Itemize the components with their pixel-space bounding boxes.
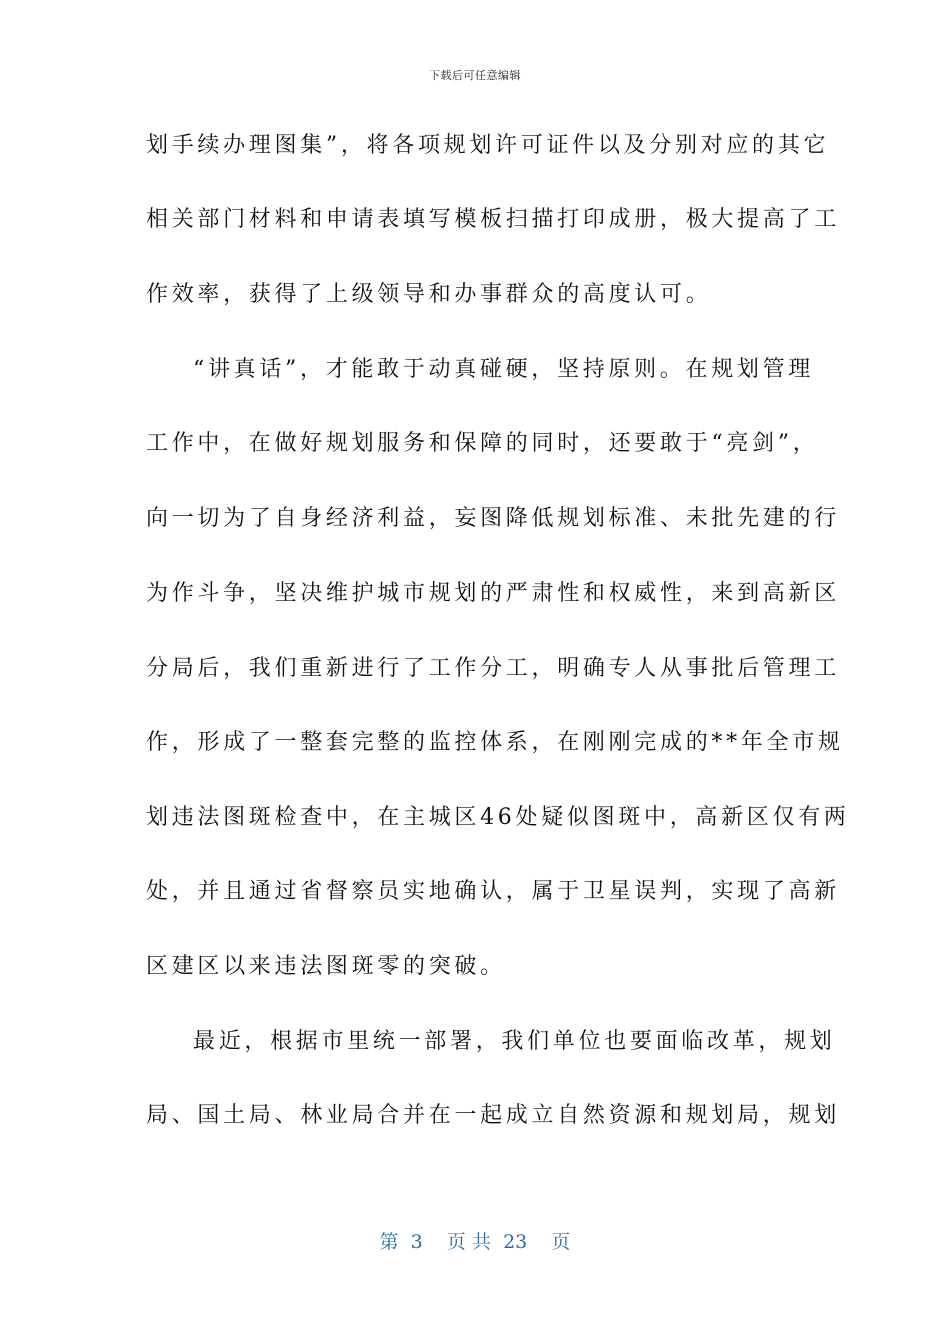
paragraph-first-line: 最近，根据市里统一部署，我们单位也要面临改革，规划 [193, 1029, 836, 1054]
page-middle: 页 共 [446, 1231, 491, 1253]
text-line: 处，并且通过省督察员实地确认，属于卫星误判，实现了高新 [146, 879, 840, 904]
text-line: 划违法图斑检查中，在主城区46处疑似图斑中，高新区仅有两 [146, 805, 850, 830]
text-line: 分局后，我们重新进行了工作分工，明确专人从事批后管理工 [146, 656, 840, 681]
paragraph-first-line: “讲真话”，才能敢于动真碰硬，坚持原则。在规划管理 [193, 357, 814, 382]
page-total: 23 [503, 1231, 528, 1253]
text-line: 相关部门材料和申请表填写模板扫描打印成册，极大提高了工 [146, 207, 840, 232]
text-line: 工作中，在做好规划服务和保障的同时，还要敢于“亮剑”， [146, 431, 819, 456]
page-suffix: 页 [551, 1231, 571, 1253]
text-line: 局、国土局、林业局合并在一起成立自然资源和规划局，规划 [146, 1103, 840, 1128]
text-line: 划手续办理图集”，将各项规划许可证件以及分别对应的其它 [146, 133, 830, 158]
text-line: 向一切为了自身经济利益，妄图降低规划标准、未批先建的行 [146, 506, 840, 531]
page-prefix: 第 [379, 1231, 399, 1253]
page-header-note: 下载后可任意编辑 [429, 69, 521, 82]
page-current: 3 [410, 1231, 423, 1253]
text-line: 区建区以来违法图斑零的突破。 [146, 954, 506, 979]
text-line: 作，形成了一整套完整的监控体系，在刚刚完成的**年全市规 [146, 730, 844, 755]
text-line: 为作斗争，坚决维护城市规划的严肃性和权威性，来到高新区 [146, 581, 840, 606]
text-line: 作效率，获得了上级领导和办事群众的高度认可。 [146, 282, 712, 307]
page-number-footer [0, 1227, 950, 1254]
